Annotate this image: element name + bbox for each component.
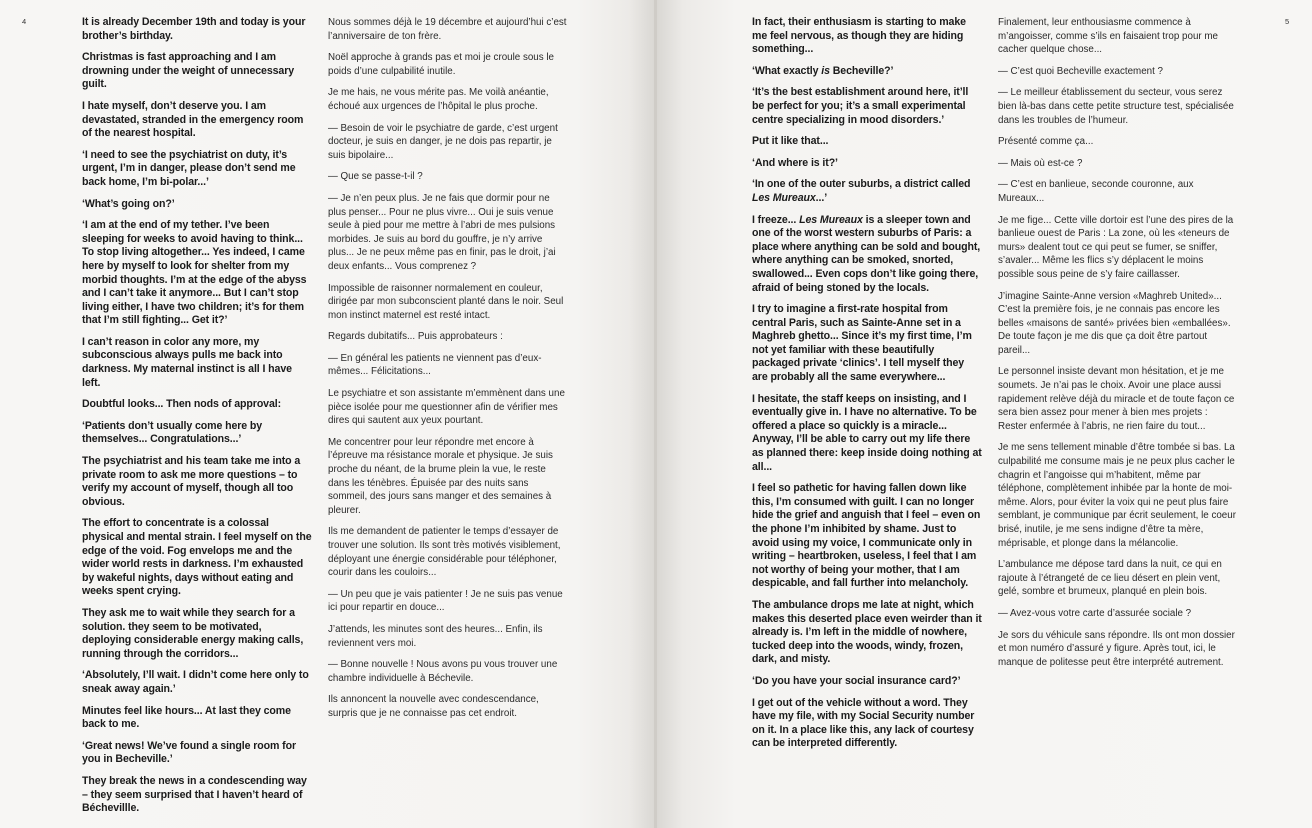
paragraph: Je me hais, ne vous mérite pas. Me voilà anéantie, échoué aux urgences de l’hôpital le plus proche.: [328, 87, 549, 112]
paragraph: — C’est quoi Becheville exactement ?: [998, 65, 1163, 77]
paragraph: Je me fige... Cette ville dortoir est l’une des pires de la banlieue ouest de Paris : La zone, où les «teneurs de murs» dealent tout ce qui peut se fumer, se sniffer, s’avaler... Même les flics s’y déplacent le moins possible sous peine de s’y faire caillasser.: [998, 214, 1234, 280]
paragraph: Christmas is fast approaching and I am drowning under the weight of unnecessary guilt.: [82, 51, 295, 91]
paragraph: J’imagine Sainte-Anne version «Maghreb United»... C’est la première fois, je ne connais pas encore les belles «maisons de santé» privées bien «emballées». De toute façon je me dis que ça doit être partout pareil...: [998, 290, 1231, 356]
paragraph: — Le meilleur établissement du secteur, vous serez bien là-bas dans cette petite structure test, spécialisée dans les troubles de l’humeur.: [998, 87, 1234, 126]
paragraph: They ask me to wait while they search for a solution. they seem to be motivated, deploying considerable energy making calls, running through the corridors...: [82, 606, 304, 660]
left-page: [0, 0, 655, 828]
english-column-left: [82, 16, 312, 824]
paragraph: — Avez-vous votre carte d’assurée sociale ?: [998, 607, 1192, 619]
paragraph: They break the news in a condescending way – they seem surprised that I haven’t heard of Béchevillle.: [82, 774, 307, 815]
paragraph: — Que se passe-t-il ?: [328, 171, 423, 183]
right-page: [657, 0, 1312, 828]
paragraph: — Mais où est-ce ?: [998, 157, 1083, 169]
paragraph: I get out of the vehicle without a word. They have my file, with my Social Security number on it. In a place like this, any lack of courtesy can be interpreted differently.: [752, 696, 975, 750]
paragraph: Le personnel insiste devant mon hésitation, et je me soumets. Je n’ai pas le choix. Avoir une place aussi rapidement relève déjà du miracle et de toute façon ce sera bien assez pour mener à bien mes projets : Rester enfermée à l’abris, ne rien faire du tout...: [998, 366, 1235, 432]
paragraph: Présenté comme ça...: [998, 136, 1094, 148]
paragraph: Nous sommes déjà le 19 décembre et aujourd’hui c’est l’anniversaire de ton frère.: [328, 17, 567, 42]
french-column-right: [998, 16, 1238, 677]
paragraph: — Un peu que je vais patienter ! Je ne suis pas venue ici pour repartir en douce...: [328, 588, 563, 614]
page-number-left: 4: [22, 17, 27, 26]
paragraph: Le psychiatre et son assistante m’emmènent dans une pièce isolée pour me questionner afin de vérifier mes dires qui sautent aux yeux pourtant.: [328, 388, 565, 427]
paragraph: Me concentrer pour leur répondre met encore à l’épreuve ma résistance morale et physique. Je suis proche du néant, de la brume plein la vue, le reste dans les ténèbres. Épuisée par des nuits sans sommeil, des jours sans manger et des semaines à pleurer.: [328, 436, 553, 516]
paragraph: Je me sens tellement minable d’être tombée si bas. La culpabilité me consume mais je ne peux plus cacher le chagrin et l’angoisse qui m’habitent, même par téléphone, complètement inhibée par la honte de moi-même. Alors, pour éviter la voix qui ne peut plus faire semblant, je communique par écrit seulement, le coeur brisé, inutile, je me sens indigne d’être ta mère, méprisable, et plonge dans la mélancolie.: [998, 442, 1236, 549]
paragraph: Ils me demandent de patienter le temps d’essayer de trouver une solution. Ils sont très motivés visiblement, déployant une énergie considérable pour téléphoner, courir dans les couloirs...: [328, 526, 561, 579]
paragraph: Noël approche à grands pas et moi je croule sous le poids d’une culpabilité inutile.: [328, 52, 555, 77]
paragraph: In fact, their enthusiasm is starting to make me feel nervous, as though they are hiding something...: [752, 16, 966, 56]
paragraph: — C’est en banlieue, seconde couronne, aux Mureaux...: [998, 179, 1194, 204]
paragraph: ‘In one of the outer suburbs, a district called Les Mureaux...’: [752, 178, 971, 204]
paragraph: I freeze... Les Mureaux is a sleeper town and one of the worst western suburbs of Paris: a place where anything can be sold and bought, where anything can be smoked, snorted, swallowed... Even cops don’t like going there, afraid of being stoned by the locals.: [752, 213, 981, 294]
paragraph: Impossible de raisonner normalement en couleur, dirigée par mon subconscient planté dans le noir. Seul mon instinct maternel est resté intact.: [328, 282, 564, 321]
paragraph: I hesitate, the staff keeps on insisting, and I eventually give in. I have no alternative. To be offered a place so quickly is a miracle... Anyway, I’ll be able to carry out my life there as planned there: keep inside doing nothing at all...: [752, 392, 982, 473]
paragraph: — En général les patients ne viennent pas d’eux-mêmes... Félicitations...: [328, 352, 542, 378]
paragraph: Put it like that...: [752, 135, 829, 148]
paragraph: The effort to concentrate is a colossal physical and mental strain. I feel myself on the edge of the void. Fog envelops me and the wider world rests in darkness. I’m exhausted by wakeful nights, days without eating and weeks spent crying.: [82, 517, 312, 598]
french-column-left: [328, 16, 568, 729]
paragraph: I try to imagine a first-rate hospital from central Paris, such as Sainte-Anne set in a Maghreb ghetto... Since it’s my first time, I’m not yet familiar with these beautifully packaged private ‘clinics’. I tell myself they are probably all the same everywhere...: [752, 303, 972, 384]
paragraph: ‘Do you have your social insurance card?’: [752, 674, 961, 687]
paragraph: Ils annoncent la nouvelle avec condescendance, surpris que je ne connaisse pas cet endroit.: [328, 694, 539, 719]
paragraph: ‘I need to see the psychiatrist on duty, it’s urgent, I’m in danger, please don’t send me back home, I’m bi-polar...’: [82, 148, 296, 188]
paragraph: ‘It’s the best establishment around here, it’ll be perfect for you; it’s a small experimental centre specializing in mood disorders.’: [752, 86, 969, 126]
paragraph: Regards dubitatifs... Puis approbateurs :: [328, 331, 503, 343]
paragraph: ‘Absolutely, I’ll wait. I didn’t come here only to sneak away again.’: [82, 669, 309, 695]
paragraph: ‘What’s going on?’: [82, 197, 175, 210]
paragraph: L’ambulance me dépose tard dans la nuit, ce qui en rajoute à l’étrangeté de ce lieu désert en plein vent, gelé, sombre et brumeux, planqué en plein bois.: [998, 559, 1222, 598]
paragraph: I feel so pathetic for having fallen down like this, I’m consumed with guilt. I can no longer hide the grief and anguish that I feel – even on the phone I’m inhibited by shame. Just to avoid using my voice, I communicate only in writing – heartbroken, useless, I feel that I am not worthy of being your mother, that I am despicable, and fall further into melancholy.: [752, 482, 981, 590]
paragraph: ‘I am at the end of my tether. I’ve been sleeping for weeks to avoid having to think... To stop living altogether... Yes indeed, I came here by myself to look for shelter from my morbid thoughts. I’m at the edge of the abyss and I can’t take it anymore... But I can’t stop living either, I have two children; it’s for them that I’m still fighting... Get it?’: [82, 219, 307, 327]
paragraph: — Je n’en peux plus. Je ne fais que dormir pour ne plus penser... Pour ne plus vivre... Oui je suis venue seule à pied pour me mettre à l’abri de mes pulsions morbides. Je suis au bord du gouffre, je n’y arrive plus... Je ne peux même pas en finir, pas le droit, j’ai deux enfants... Vous comprenez ?: [328, 192, 556, 272]
paragraph: ‘Patients don’t usually come here by themselves... Congratulations...’: [82, 419, 263, 446]
paragraph: The ambulance drops me late at night, which makes this deserted place even weirder than it already is. I’m left in the middle of nowhere, tucked deep into the woods, windy, frozen, dark, and misty.: [752, 598, 982, 666]
paragraph: Finalement, leur enthousiasme commence à m’angoisser, comme s’ils en faisaient trop pour me cacher quelque chose...: [998, 17, 1218, 56]
english-column-right: [752, 16, 982, 759]
page-number-right: 5: [1285, 17, 1290, 26]
paragraph: Doubtful looks... Then nods of approval:: [82, 398, 282, 411]
paragraph: ‘And where is it?’: [752, 156, 838, 169]
paragraph: It is already December 19th and today is your brother’s birthday.: [82, 16, 306, 42]
paragraph: J’attends, les minutes sont des heures... Enfin, ils reviennent vers moi.: [328, 623, 543, 649]
paragraph: I hate myself, don’t deserve you. I am devastated, stranded in the emergency room of the nearest hospital.: [82, 99, 304, 140]
paragraph: — Bonne nouvelle ! Nous avons pu vous trouver une chambre individuelle à Béchevile.: [328, 659, 558, 684]
paragraph: ‘Great news! We’ve found a single room for you in Becheville.’: [82, 739, 296, 766]
paragraph: The psychiatrist and his team take me into a private room to ask me more questions – to verify my account of myself, though all too obvious.: [82, 455, 301, 508]
paragraph: Minutes feel like hours... At last they come back to me.: [82, 704, 291, 731]
paragraph: Je sors du véhicule sans répondre. Ils ont mon dossier et mon numéro d’assuré y figure. Après tout, ici, le manque de politesse peut être interprété autrement.: [998, 629, 1235, 668]
paragraph: I can’t reason in color any more, my subconscious always pulls me back into darkness. My maternal instinct is all I have left.: [82, 335, 292, 389]
paragraph: ‘What exactly is Becheville?’: [752, 64, 894, 77]
paragraph: — Besoin de voir le psychiatre de garde, c’est urgent docteur, je suis en danger, je ne dois pas repartir, je suis bipolaire...: [328, 122, 558, 161]
